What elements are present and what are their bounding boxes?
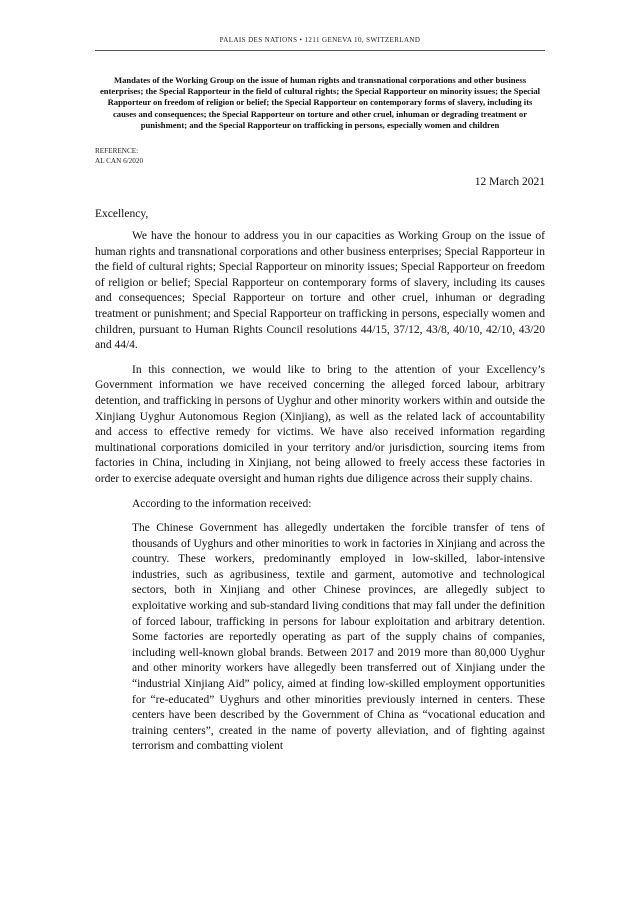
body-paragraph-2: In this connection, we would like to bring to the attention of your Excellency’s Government information we have received concerning the alleged forced labour, arbitrary detention, and trafficking in persons of Uyghur and other minority workers within and outside the Xinjiang Uyghur Autonomous Region (Xinjiang), as well as the related lack of accountability and access to effective remedy for victims. We have also received information regarding multinational corporations domiciled in your territory and/or jurisdiction, sourcing items from factories in China, including in Xinjiang, not being allowed to freely access these factories in order to exercise adequate oversight and human rights due diligence across their supply chains. xyxy=(95,363,545,485)
salutation: Excellency, xyxy=(95,208,149,221)
letterhead-divider xyxy=(95,50,545,51)
letterhead-text: PALAIS DES NATIONS • 1211 GENEVA 10, SWITZERLAND xyxy=(219,36,421,44)
mandates-paragraph: Mandates of the Working Group on the issue of human rights and transnational corporations and other business enterprises; the Special Rapporteur in the field of cultural rights; the Special Rapporteur on minority issues; the Special Rapporteur on freedom of religion or belief; the Special Rapporteur on contemporary forms of slavery, including its causes and consequences; the Special Rapporteur on torture and other cruel, inhuman or degrading treatment or punishment; and the Special Rapporteur on trafficking in persons, especially women and children xyxy=(99,75,541,130)
reference-value: AL CAN 6/2020 xyxy=(95,156,144,165)
reference-label: REFERENCE: xyxy=(95,147,139,156)
quote-paragraph: The Chinese Government has allegedly undertaken the forcible transfer of tens of thousands of Uyghurs and other minorities to work in factories in Xinjiang and across the country. These workers, predominantly employed in low-skilled, labor-intensive industries, such as agribusiness, textile and garment, automotive and technological sectors, both in Xinjiang and other Chinese provinces, are allegedly subject to exploitative working and sub-standard living conditions that may fall under the definition of forced labour, trafficking in persons for labour exploitation and arbitrary detention. Some factories are reportedly operating as part of the supply chains of companies, including well-known global brands. Between 2017 and 2019 more than 80,000 Uyghur and other minority workers have allegedly been transferred out of Xinjiang under the “industrial Xinjiang Aid” policy, aimed at finding low-skilled employment opportunities for “re-educated” Uyghurs and other minorities previously interned in centers. These centers have been described by the Government of China as “vocational education and training centers”, created in the name of poverty alleviation, and of fighting against terrorism and combatting violent xyxy=(132,522,545,753)
body-paragraph-1: We have the honour to address you in our capacities as Working Group on the issue of human rights and transnational corporations and other business enterprises; Special Rapporteur in the field of cultural rights; Special Rapporteur on minority issues; Special Rapporteur on freedom of religion or belief; Special Rapporteur on contemporary forms of slavery, including its causes and consequences; Special Rapporteur on torture and other cruel, inhuman or degrading treatment or punishment; and Special Rapporteur on trafficking in persons, especially women and children, pursuant to Human Rights Council resolutions 44/15, 37/12, 43/8, 40/10, 42/10, 43/20 and 44/4. xyxy=(95,230,545,352)
quote-intro: According to the information received: xyxy=(132,497,312,510)
reference-block xyxy=(95,147,545,166)
letterhead xyxy=(95,36,545,51)
letter-date: 12 March 2021 xyxy=(474,176,545,189)
